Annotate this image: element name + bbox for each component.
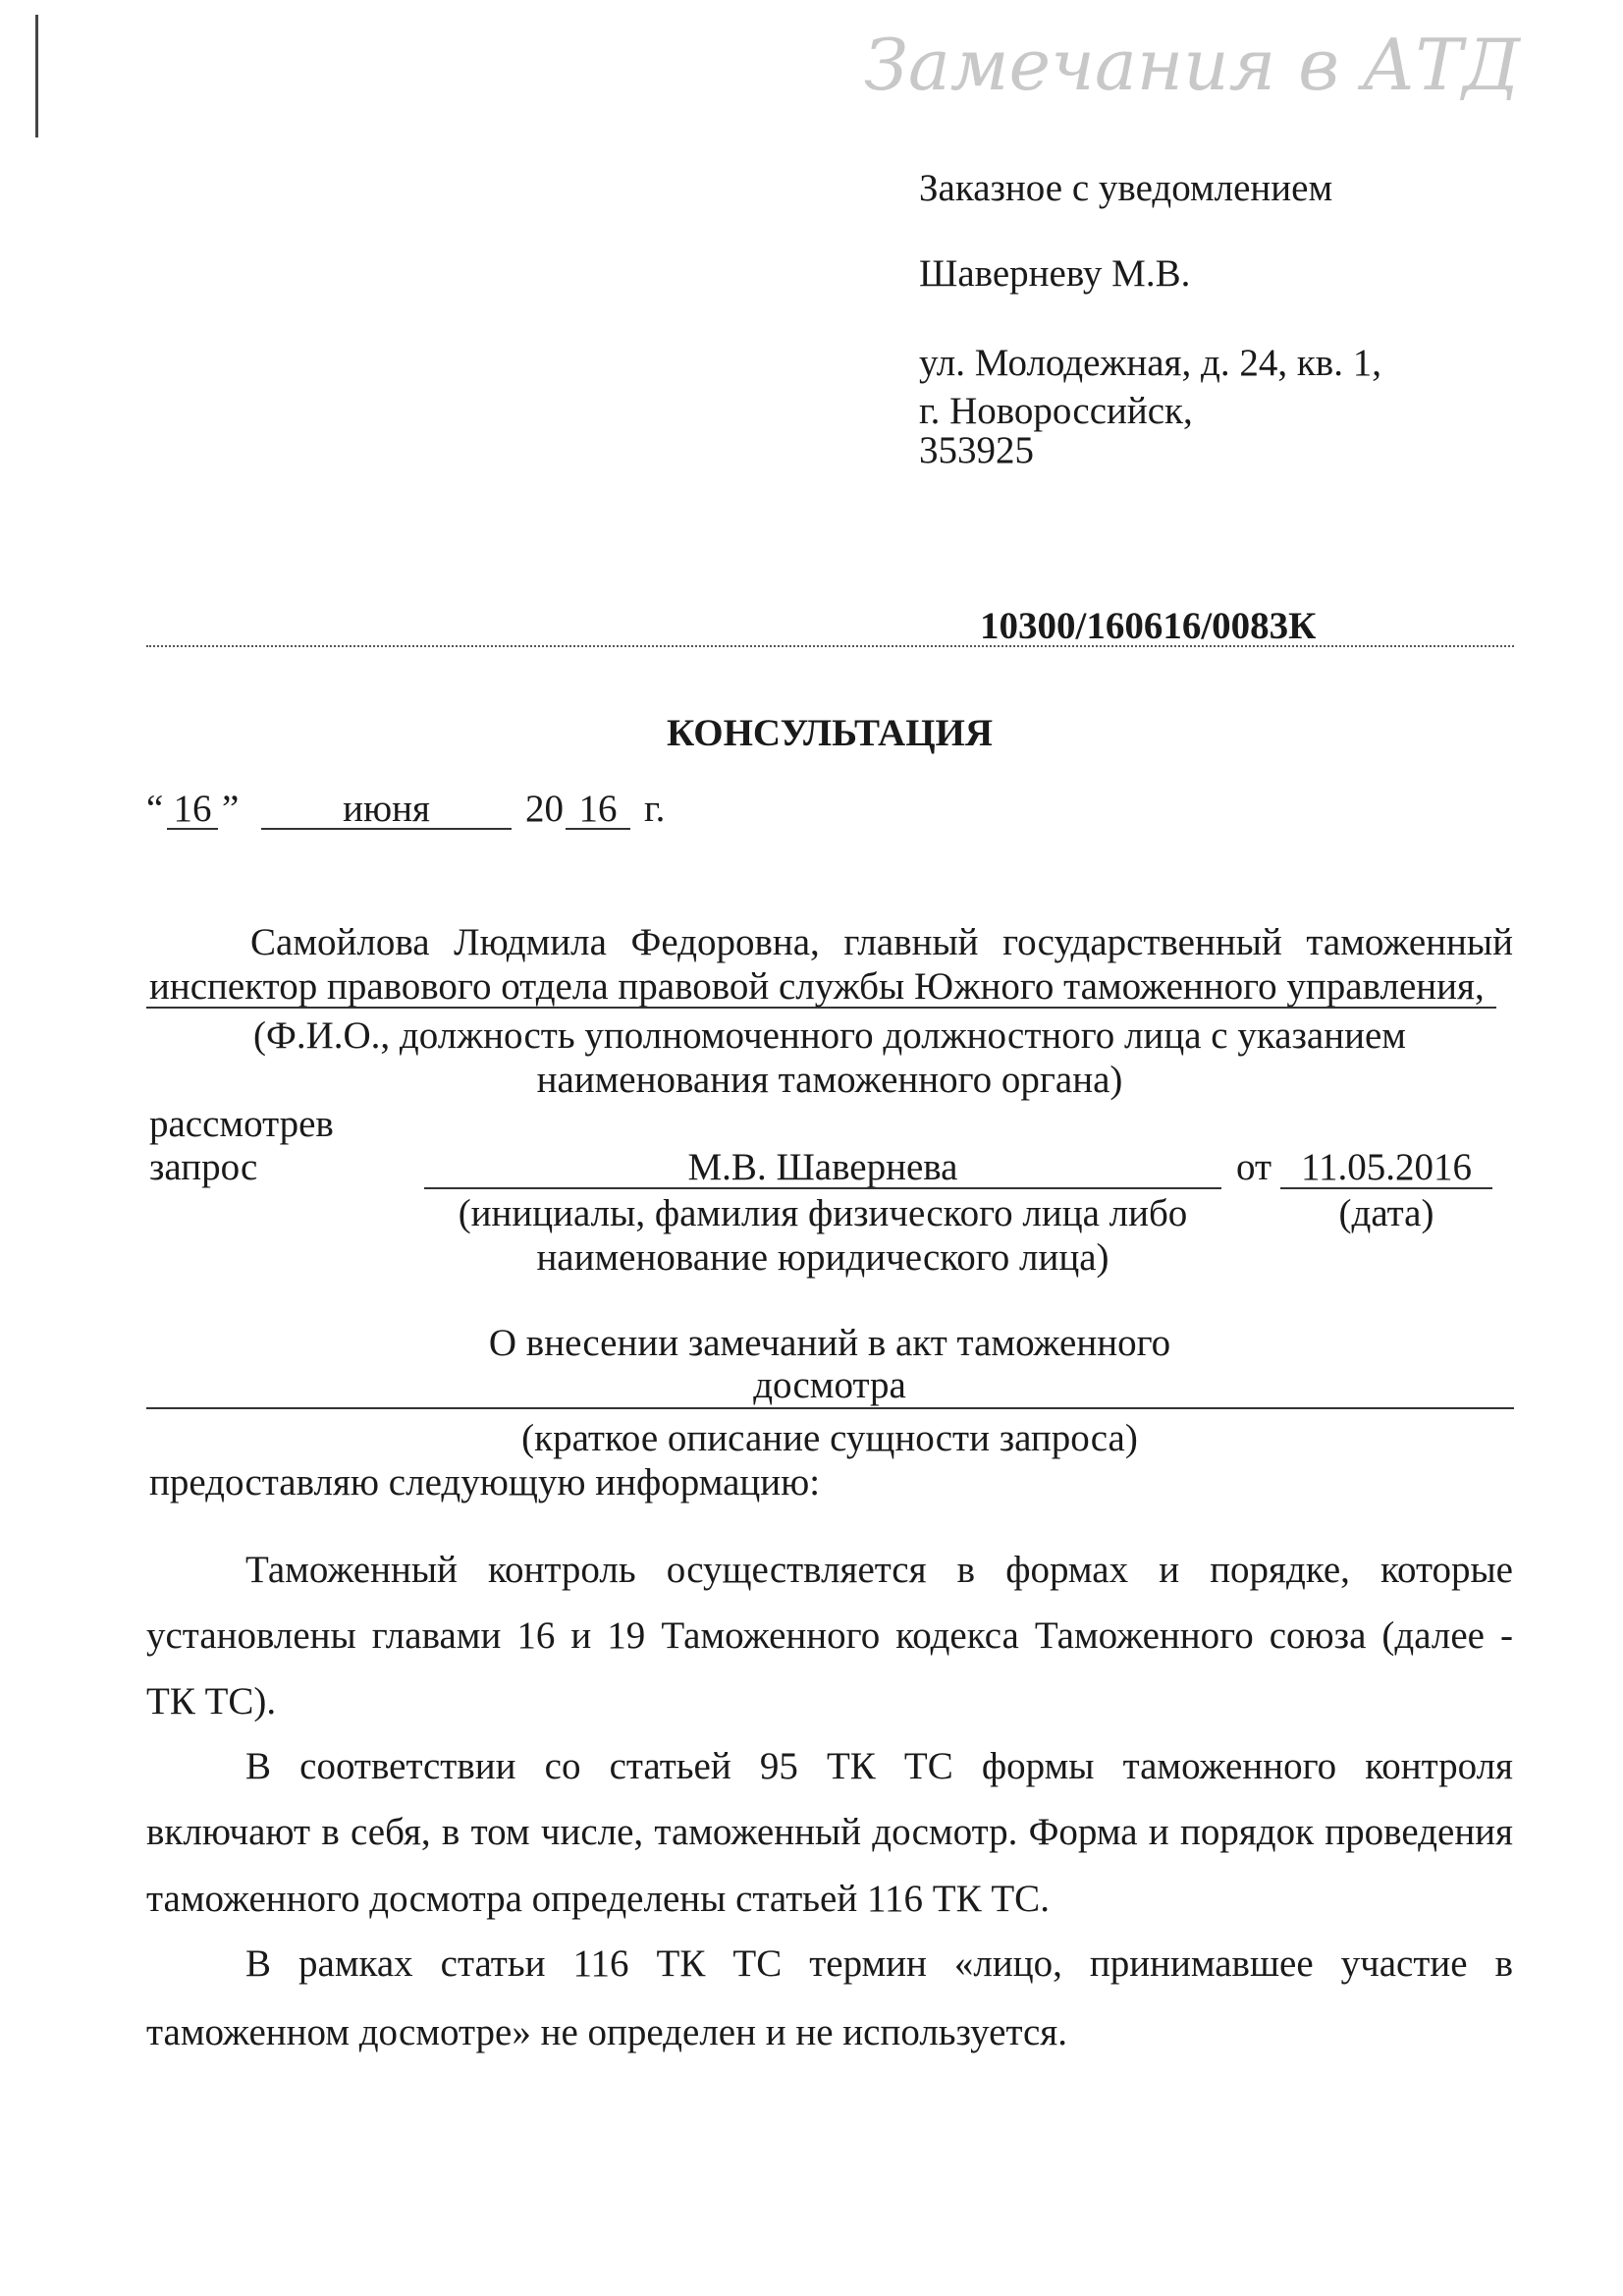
requester-caption-2: наименование юридического лица) [536,1236,1109,1279]
document-title: КОНСУЛЬТАЦИЯ [666,712,994,754]
address-line-1: ул. Молодежная, д. 24, кв. 1, [919,342,1381,384]
requester-name: М.В. Шавернева [687,1146,958,1188]
body-p2-line-2: включают в себя, в том числе, таможенный досмотр. Форма и порядок проведения [146,1811,1513,1853]
body-p1-line-2: установлены главами 16 и 19 Таможенного кодекса Таможенного союза (далее - [146,1614,1513,1657]
body-p2-line-3: таможенного досмотра определены статьей 116 ТК ТС. [146,1878,1050,1920]
requester-underline [424,1187,1221,1189]
body-p1-line-1: Таможенный контроль осуществляется в формах и порядке, которые [245,1549,1513,1591]
date-day: 16 [167,790,218,830]
body-p1-line-3: ТК ТС). [146,1680,277,1722]
request-subject-2: досмотра [753,1364,906,1406]
reference-number: 10300/160616/0083К [980,605,1317,647]
subject-underline [146,1407,1514,1409]
margin-mark [35,15,38,137]
recipient-name: Шаверневу М.В. [919,252,1191,295]
request-date: 11.05.2016 [1300,1146,1473,1188]
official-caption-1: (Ф.И.О., должность уполномоченного должностного лица с указанием [253,1014,1406,1057]
date-year-prefix: 20 [525,788,564,830]
provide-info-text: предоставляю следующую информацию: [149,1461,821,1503]
request-label-1: рассмотрев [149,1103,334,1145]
official-line-1: Самойлова Людмила Федоровна, главный государственный таможенный [250,921,1513,963]
delivery-type: Заказное с уведомлением [919,167,1333,209]
date-close-quote: ” [222,788,240,830]
request-from-label: от [1236,1146,1272,1188]
body-p3-line-2: таможенном досмотре» не определен и не используется. [146,2011,1067,2053]
request-date-underline [1280,1187,1492,1189]
official-caption-2: наименования таможенного органа) [536,1059,1123,1101]
official-line-2: инспектор правового отдела правовой службы Южного таможенного управления, [149,965,1485,1008]
official-underline [146,1007,1496,1009]
request-label-2: запрос [149,1146,258,1188]
subject-caption: (краткое описание сущности запроса) [521,1417,1138,1459]
handwritten-note: Замечания в АТД [864,29,1521,100]
dotted-divider [146,645,1514,647]
date-year-suffix: 16 [566,790,630,830]
requester-caption-1: (инициалы, фамилия физического лица либо [458,1192,1188,1234]
date-open-quote: “ [146,788,164,830]
body-p2-line-1: В соответствии со статьей 95 ТК ТС формы таможенного контроля [245,1745,1513,1787]
address-postcode: 353925 [919,429,1034,471]
address-line-2: г. Новороссийск, [919,390,1193,432]
date-year-unit: г. [644,788,666,830]
body-p3-line-1: В рамках статьи 116 ТК ТС термин «лицо, принимавшее участие в [245,1942,1513,1985]
date-month: июня [261,790,512,830]
request-subject-1: О внесении замечаний в акт таможенного [488,1322,1171,1364]
date-caption: (дата) [1338,1192,1434,1234]
